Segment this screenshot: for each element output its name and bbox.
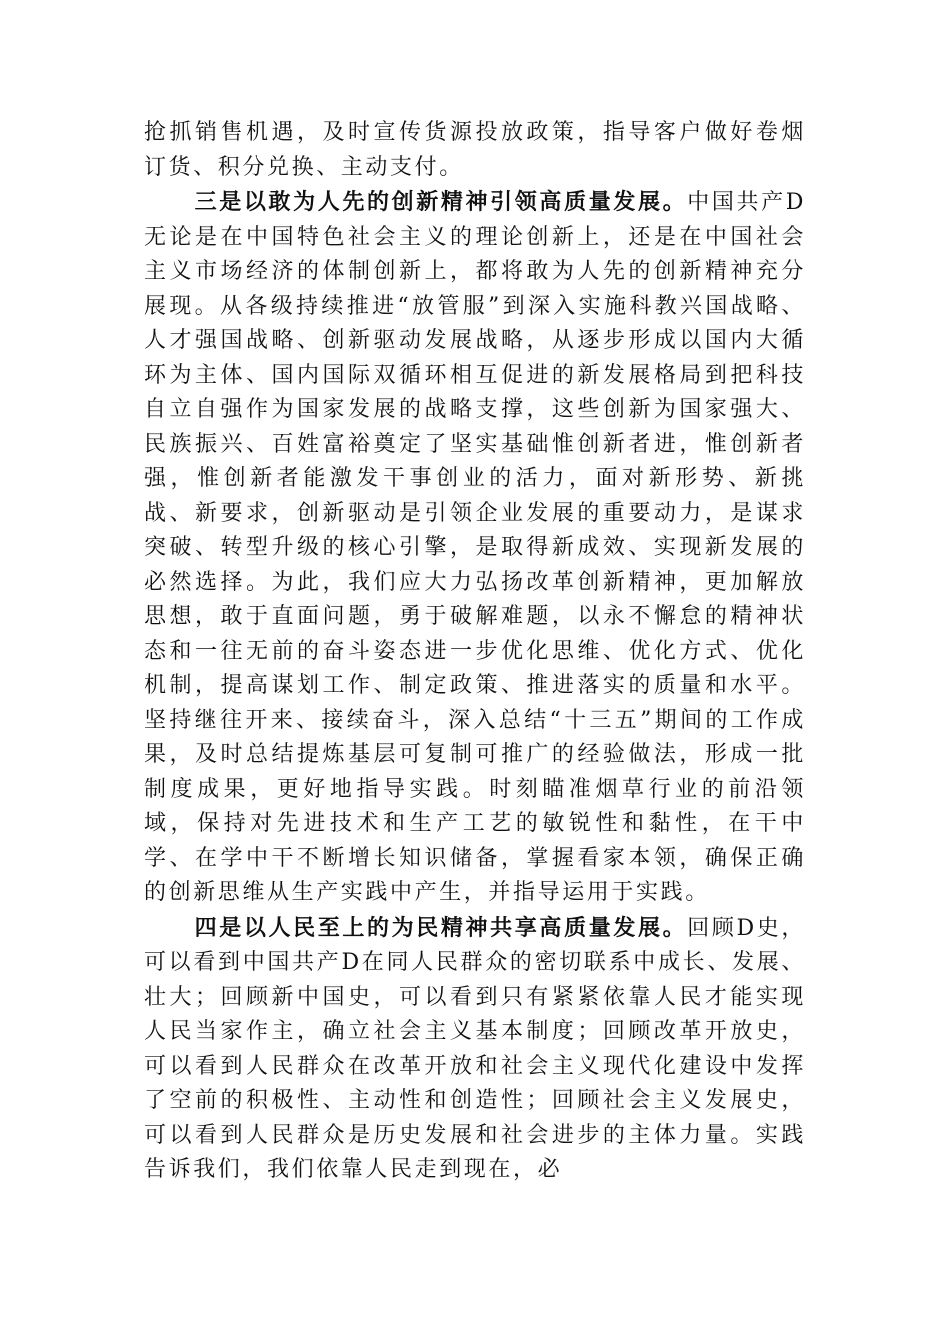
paragraph-text: 抢抓销售机遇，及时宣传货源投放政策，指导客户做好卷烟订货、积分兑换、主动支付。 [144,120,806,180]
paragraph-heading: 三是以敢为人先的创新精神引领高质量发展。 [194,189,688,215]
paragraph-text: 回顾D史，可以看到中国共产D在同人民群众的密切联系中成长、发展、壮大；回顾新中国史，可以看到只有紧紧依靠人民才能实现人民当家作主，确立社会主义基本制度；回顾改革开放史，可以看到人民群众在改革开放和社会主义现代化建设中发挥了空前的积极性、主动性和创造性；回顾社会主义发展史，可以看到人民群众是历史发展和社会进步的主体力量。实践告诉我们，我们依靠人民走到现在，必 [144,915,806,1182]
document-page [144,116,806,1188]
paragraph-continuation [144,116,806,185]
paragraph-heading: 四是以人民至上的为民精神共享高质量发展。 [194,914,688,941]
paragraph-people [144,911,806,1188]
paragraph-innovation [144,185,806,911]
paragraph-text: 中国共产D无论是在中国特色社会主义的理论创新上，还是在中国社会主义市场经济的体制创新上，都将敢为人先的创新精神充分展现。从各级持续推进“放管服”到深入实施科教兴国战略、人才强国战略、创新驱动发展战略，从逐步形成以国内大循环为主体、国内国际双循环相互促进的新发展格局到把科技自立自强作为国家发展的战略支撑，这些创新为国家强大、民族振兴、百姓富裕奠定了坚实基础惟创新者进，惟创新者强，惟创新者能激发干事创业的活力，面对新形势、新挑战、新要求，创新驱动是引领企业发展的重要动力，是谋求突破、转型升级的核心引擎，是取得新成效、实现新发展的必然选择。为此，我们应大力弘扬改革创新精神，更加解放思想，敢于直面问题，勇于破解难题，以永不懈怠的精神状态和一往无前的奋斗姿态进一步优化思维、优化方式、优化机制，提高谋划工作、制定政策、推进落实的质量和水平。坚持继往开来、接续奋斗，深入总结“十三五”期间的工作成果，及时总结提炼基层可复制可推广的经验做法，形成一批制度成果，更好地指导实践。时刻瞄准烟草行业的前沿领域，保持对先进技术和生产工艺的敏锐性和黏性，在干中学、在学中干不断增长知识储备，掌握看家本领，确保正确的创新思维从生产实践中产生，并指导运用于实践。 [144,190,806,905]
